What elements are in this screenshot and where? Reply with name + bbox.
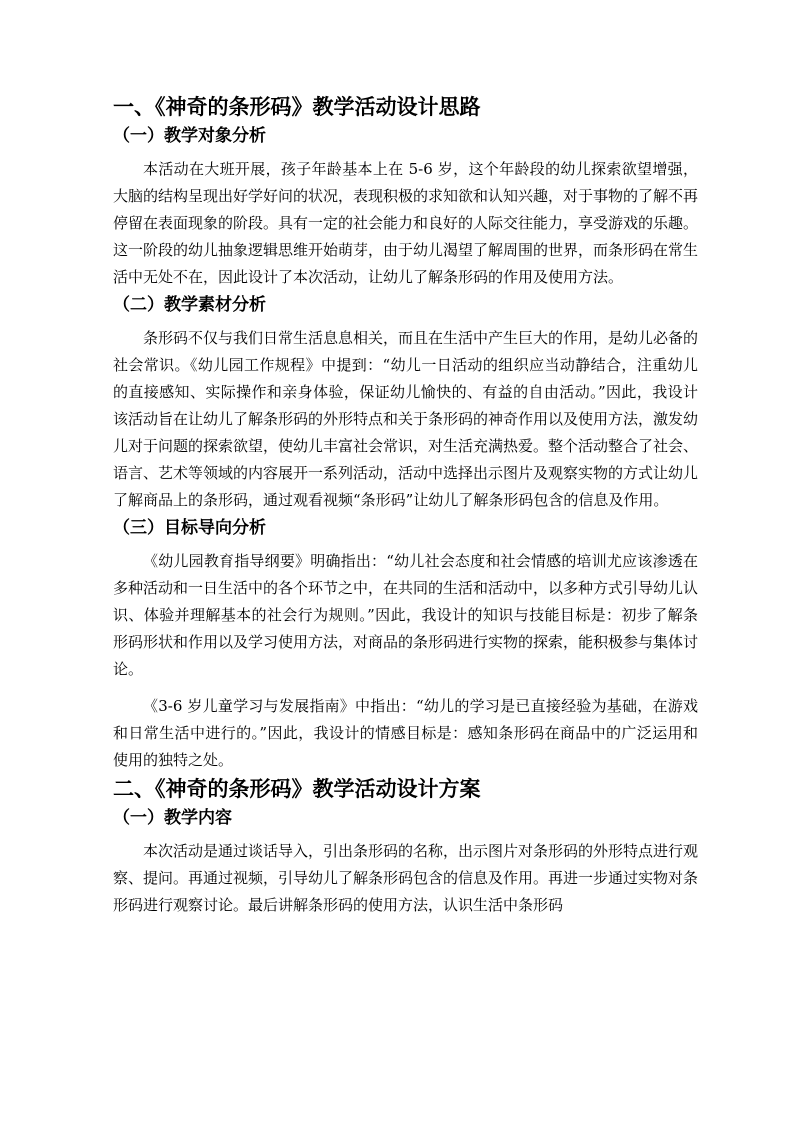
document-page bbox=[113, 92, 698, 919]
section1-sub1-heading: （一）教学对象分析 bbox=[113, 126, 266, 146]
section1-sub3-paragraph-1: 《幼儿园教育指导纲要》明确指出：“幼儿社会态度和社会情感的培训尤应该渗透在多种活动和一日生活中的各个环节之中，在共同的生活和活动中，以多种方式引导幼儿认识、体验并理解基本的社会行为规则。”因此，我设计的知识与技能目标是：初步了解条形码形状和作用以及学习使用方法，对商品的条形码进行实物的探索，能积极参与集体讨论。 bbox=[113, 552, 699, 678]
section2-sub1-heading: （一）教学内容 bbox=[113, 808, 232, 828]
section1-sub2-paragraph: 条形码不仅与我们日常生活息息相关，而且在生活中产生巨大的作用，是幼儿必备的社会常识。《幼儿园工作规程》中提到：“幼儿一日活动的组织应当动静结合，注重幼儿的直接感知、实际操作和亲身体验，保证幼儿愉快的、有益的自由活动。”因此，我设计该活动旨在让幼儿了解条形码的外形特点和关于条形码的神奇作用以及使用方法，激发幼儿对于问题的探索欲望，使幼儿丰富社会常识，对生活充满热爱。整个活动整合了社会、语言、艺术等领域的内容展开一系列活动，活动中选择出示图片及观察实物的方式让幼儿了解商品上的条形码，通过观看视频“条形码”让幼儿了解条形码包含的信息及作用。 bbox=[113, 329, 699, 509]
section1-sub1-paragraph: 本活动在大班开展，孩子年龄基本上在 5-6 岁，这个年龄段的幼儿探索欲望增强，大脑的结构呈现出好学好问的状况，表现积极的求知欲和认知兴趣，对于事物的了解不再停留在表面现象的阶段。具有一定的社会能力和良好的人际交往能力，享受游戏的乐趣。这一阶段的幼儿抽象逻辑思维开始萌芽，由于幼儿渴望了解周围的世界，而条形码在常生活中无处不在，因此设计了本次活动，让幼儿了解条形码的作用及使用方法。 bbox=[113, 160, 699, 286]
section2-sub1-paragraph: 本次活动是通过谈话导入，引出条形码的名称，出示图片对条形码的外形特点进行观察、提问。再通过视频，引导幼儿了解条形码包含的信息及作用。再进一步通过实物对条形码进行观察讨论。最后讲解条形码的使用方法，认识生活中条形码 bbox=[113, 842, 699, 914]
section1-sub2-heading: （二）教学素材分析 bbox=[113, 295, 266, 315]
section1-sub3-heading: （三）目标导向分析 bbox=[113, 518, 266, 538]
section2-heading: 二、《神奇的条形码》教学活动设计方案 bbox=[113, 777, 481, 801]
section1-heading: 一、《神奇的条形码》教学活动设计思路 bbox=[113, 95, 481, 119]
section1-sub3-paragraph-2: 《3-6 岁儿童学习与发展指南》中指出：“幼儿的学习是已直接经验为基础，在游戏和日常生活中进行的。”因此，我设计的情感目标是：感知条形码在商品中的广泛运用和使用的独特之处。 bbox=[113, 697, 698, 769]
